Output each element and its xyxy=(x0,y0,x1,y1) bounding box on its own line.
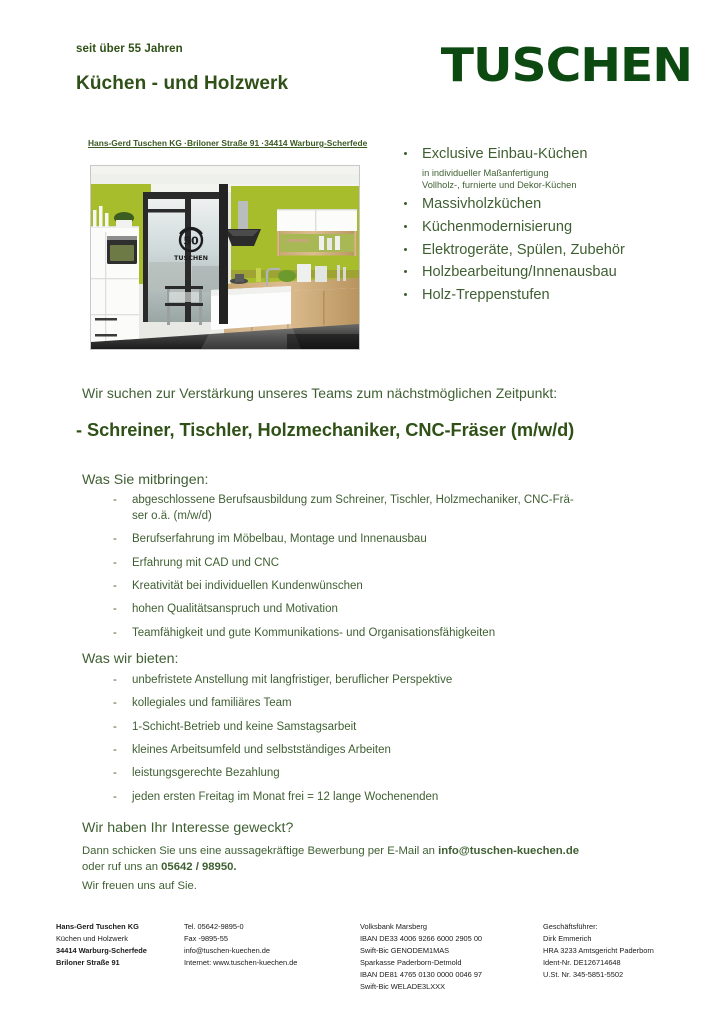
list-item xyxy=(82,556,642,572)
page-title: Küchen - und Holzwerk xyxy=(76,73,289,94)
bullet-icon xyxy=(404,152,407,155)
service-sub-line-2: Vollholz-, furnierte und Dekor-Küchen xyxy=(422,179,577,190)
cta-phone-prefix: oder ruf uns an xyxy=(82,861,162,873)
service-item-kuechenmodernisierung xyxy=(398,217,703,238)
service-item-massivholzkuechen xyxy=(398,194,703,215)
footer-bank2-iban: IBAN DE81 4765 0130 0000 0046 97 xyxy=(360,969,483,979)
job-intro-text: Wir suchen zur Verstärkung unseres Teams zum nächstmöglichen Zeitpunkt: xyxy=(82,385,558,401)
benefit-text: unbefristete Anstellung mit langfristiger, beruflicher Perspektive xyxy=(132,674,453,686)
list-item xyxy=(82,766,642,782)
service-label: Holzbearbeitung/Innenausbau xyxy=(422,264,617,281)
page-header xyxy=(0,0,717,125)
company-tagline: seit über 55 Jahren xyxy=(76,43,183,55)
service-item-holzbearbeitung xyxy=(398,262,703,283)
list-item xyxy=(82,673,642,689)
cta-email-prefix: Dann schicken Sie uns eine aussagekräftige Bewerbung per E-Mail an xyxy=(82,845,439,857)
benefit-text: leistungsgerechte Bezahlung xyxy=(132,767,280,780)
kitchen-photo-illustration xyxy=(91,166,359,349)
list-item xyxy=(82,720,642,736)
requirement-text: Kreativität bei individuellen Kundenwünschen xyxy=(132,579,363,592)
footer-bank2-swift: Swift-Bic WELADE3LXXX xyxy=(360,981,446,991)
footer-ceo-name: Dirk Emmerich xyxy=(543,933,592,943)
dash-icon: - xyxy=(113,697,117,710)
requirements-list xyxy=(82,493,642,649)
dash-icon: - xyxy=(113,626,117,639)
benefits-list xyxy=(82,673,642,813)
bullet-icon xyxy=(404,248,407,251)
service-label: Massivholzküchen xyxy=(422,196,542,213)
footer-website[interactable]: Internet: www.tuschen-kuechen.de xyxy=(184,957,298,967)
service-sub-line-1: in individueller Maßanfertigung xyxy=(422,167,549,178)
list-item xyxy=(82,532,642,548)
dash-icon: - xyxy=(113,744,117,757)
list-item xyxy=(82,579,642,595)
footer-column-legal xyxy=(543,921,654,981)
benefits-heading: Was wir bieten: xyxy=(82,651,179,667)
benefit-text: kollegiales und familiäres Team xyxy=(132,697,292,710)
list-item xyxy=(82,602,642,618)
requirement-text: Berufserfahrung im Möbelbau, Montage und Innenausbau xyxy=(132,533,427,546)
footer-company-street: Briloner Straße 91 xyxy=(56,957,120,967)
benefit-text: 1-Schicht-Betrieb und keine Samstagsarbeit xyxy=(132,720,357,733)
list-item xyxy=(82,626,642,642)
dash-icon: - xyxy=(113,674,117,686)
service-item-einbau-kuechen xyxy=(398,144,703,165)
footer-bank1-iban: IBAN DE33 4006 9266 6000 2905 00 xyxy=(360,933,483,943)
list-item xyxy=(82,790,642,806)
service-label: Holz-Treppenstufen xyxy=(422,287,550,304)
service-label: Küchenmodernisierung xyxy=(422,218,573,235)
dash-icon: - xyxy=(113,533,117,546)
contact-email[interactable]: info@tuschen-kuechen.de xyxy=(438,845,580,857)
benefit-text: jeden ersten Freitag im Monat frei = 12 lange Wochenenden xyxy=(132,790,439,803)
list-item xyxy=(82,493,642,525)
dash-icon: - xyxy=(113,790,117,803)
service-item-holz-treppenstufen xyxy=(398,285,703,306)
benefit-text: kleines Arbeitsumfeld und selbstständiges Arbeiten xyxy=(132,744,391,757)
service-label: Elektrogeräte, Spülen, Zubehör xyxy=(422,241,625,258)
kitchen-photo xyxy=(90,165,360,350)
bullet-icon xyxy=(404,270,407,273)
footer-ident-nr: Ident-Nr. DE126714648 xyxy=(543,957,621,967)
dash-icon: - xyxy=(113,603,117,616)
svg-text:TUSCHEN: TUSCHEN xyxy=(174,254,208,262)
tuschen-logo: TUSCHEN xyxy=(440,38,692,92)
footer-bank1-swift: Swift-Bic GENODEM1MAS xyxy=(360,945,450,955)
dash-icon: - xyxy=(113,720,117,733)
list-item xyxy=(82,743,642,759)
services-list xyxy=(398,144,703,308)
job-position-title: - Schreiner, Tischler, Holzmechaniker, CNC-Fräser (m/w/d) xyxy=(76,420,575,440)
footer-phone: Tel. 05642-9895-0 xyxy=(184,922,244,931)
footer-company-name: Hans-Gerd Tuschen KG xyxy=(56,922,139,931)
cta-email-line xyxy=(82,843,579,859)
list-item xyxy=(82,696,642,712)
bullet-icon xyxy=(404,225,407,228)
contact-phone[interactable]: 05642 / 98950. xyxy=(161,861,237,873)
footer-bank1-name: Volksbank Marsberg xyxy=(360,922,427,931)
requirement-text: Teamfähigkeit und gute Kommunikations- und Organisationsfähigkeiten xyxy=(132,626,496,639)
cta-closing-line: Wir freuen uns auf Sie. xyxy=(82,880,197,892)
footer-registry: HRA 3233 Amtsgericht Paderborn xyxy=(543,945,654,955)
dash-icon: - xyxy=(113,556,117,569)
footer-email[interactable]: info@tuschen-kuechen.de xyxy=(184,945,270,955)
requirement-text: abgeschlossene Berufsausbildung zum Schreiner, Tischler, Holzmechaniker, CNC-Frä- xyxy=(132,494,574,506)
footer-fax: Fax -9895-55 xyxy=(184,933,228,943)
footer-column-banking xyxy=(360,921,482,993)
bullet-icon xyxy=(404,202,407,205)
svg-text:50: 50 xyxy=(183,234,199,248)
footer-ust-nr: U.St. Nr. 345-5851-5502 xyxy=(543,969,624,979)
footer-company-city: 34414 Warburg-Scherfede xyxy=(56,945,147,955)
dash-icon: - xyxy=(113,767,117,780)
cta-heading: Wir haben Ihr Interesse geweckt? xyxy=(82,820,294,836)
footer-company-sub: Küchen und Holzwerk xyxy=(56,933,128,943)
service-label: Exclusive Einbau-Küchen xyxy=(422,146,588,162)
cta-phone-line xyxy=(82,859,237,875)
footer-ceo-label: Geschäftsführer: xyxy=(543,922,598,931)
dash-icon: - xyxy=(113,494,117,506)
address-line: Hans-Gerd Tuschen KG ·Briloner Straße 91 ·34414 Warburg-Scherfede xyxy=(88,138,368,148)
dash-icon: - xyxy=(113,579,117,592)
service-item-elektrogeraete xyxy=(398,240,703,261)
footer-bank2-name: Sparkasse Paderborn-Detmold xyxy=(360,957,462,967)
footer-column-company xyxy=(56,921,147,969)
requirement-text: hohen Qualitätsanspruch und Motivation xyxy=(132,603,338,616)
requirement-text-continuation: ser o.ä. (m/w/d) xyxy=(132,509,212,522)
requirement-text: Erfahrung mit CAD und CNC xyxy=(132,556,279,569)
bullet-icon xyxy=(404,293,407,296)
requirements-heading: Was Sie mitbringen: xyxy=(82,472,209,488)
footer-column-contact xyxy=(184,921,297,969)
